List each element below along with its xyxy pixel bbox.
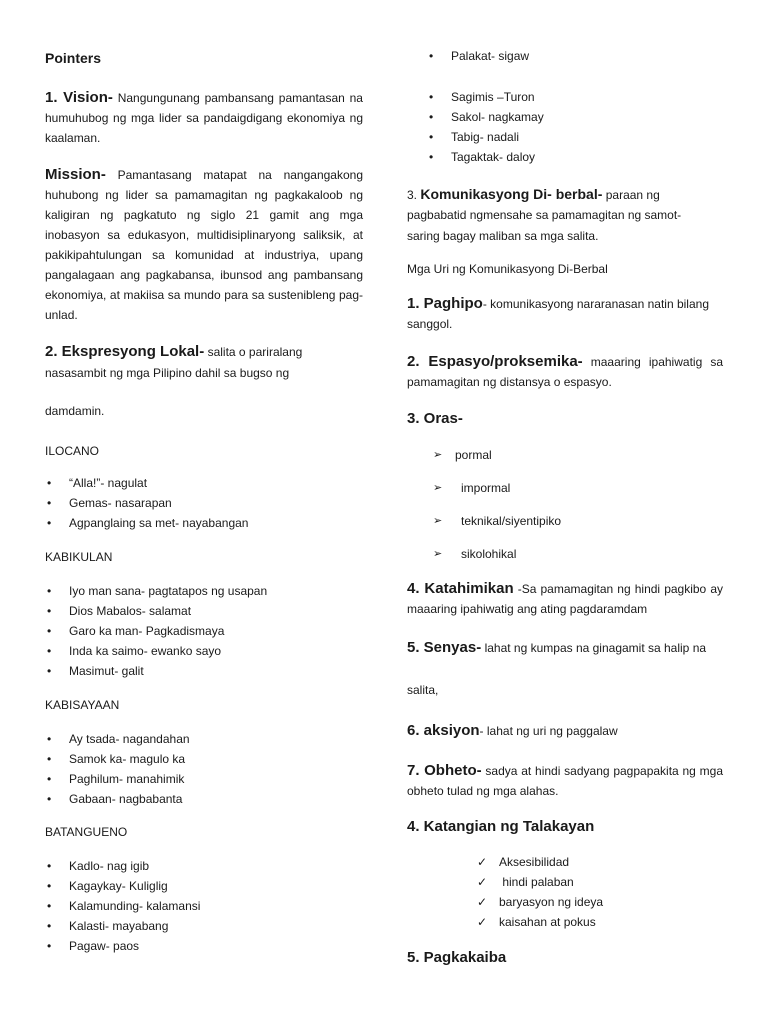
- batangueno-list: [47, 856, 363, 956]
- mission-heading: Mission-: [45, 166, 106, 183]
- bullet-icon: •: [429, 150, 434, 164]
- katangian-list: [477, 852, 723, 932]
- katahimikan-text: -Sa pamamagitan ng hindi pagkibo ay maaaring ipahiwatig ang ating pagdaramdam: [407, 582, 723, 616]
- senyas-text-2: salita,: [407, 683, 439, 697]
- aksiyon-text: - lahat ng uri ng paggalaw: [479, 724, 618, 738]
- list-item: • Dios Mabalos- salamat: [69, 601, 363, 621]
- list-item: • Kalamunding- kalamansi: [69, 896, 363, 916]
- senyas-paragraph: [407, 638, 723, 658]
- checkmark-icon: ✓: [477, 915, 488, 929]
- mga-uri-label: Mga Uri ng Komunikasyong Di-Berbal: [407, 262, 608, 276]
- obheto-heading: 7. Obheto-: [407, 762, 482, 779]
- checkmark-icon: ✓: [477, 875, 488, 889]
- bullet-icon: •: [429, 90, 434, 104]
- espasyo-heading: 2. Espasyo/proksemika-: [407, 353, 583, 370]
- komunikasyon-text-1: paraan ng: [605, 188, 660, 202]
- list-item: • Kadlo- nag igib: [69, 856, 363, 876]
- espasyo-text: maaaring ipahiwatig sa pamamagitan ng distansya o espasyo.: [407, 355, 723, 389]
- komunikasyon-text-3: saring bagay maliban sa mga salita.: [407, 229, 599, 243]
- arrow-bullet-icon: ➢: [433, 449, 443, 461]
- arrow-bullet-icon: ➢: [433, 482, 443, 494]
- list-item: • Samok ka- magulo ka: [69, 749, 363, 769]
- bullet-icon: •: [47, 899, 52, 913]
- ilocano-list: [47, 473, 363, 533]
- bullet-icon: •: [47, 752, 52, 766]
- bullet-icon: •: [47, 879, 52, 893]
- bullet-icon: •: [47, 584, 52, 598]
- bullet-icon: •: [47, 859, 52, 873]
- list-item: ✓ kaisahan at pokus: [499, 912, 723, 932]
- list-item: • Sagimis –Turon: [451, 87, 723, 107]
- komunikasyon-paragraph: [407, 184, 723, 205]
- list-item: • Gemas- nasarapan: [69, 493, 363, 513]
- aksiyon-heading: 6. aksiyon: [407, 722, 480, 739]
- list-item: ✓ baryasyon ng ideya: [499, 892, 723, 912]
- kabisayaan-continued-list-b: [429, 87, 723, 167]
- pointers-title: Pointers: [45, 50, 102, 66]
- list-item: • Tabig- nadali: [451, 127, 723, 147]
- paghipo-paragraph: [407, 294, 723, 334]
- bullet-icon: •: [429, 110, 434, 124]
- bullet-icon: •: [47, 624, 52, 638]
- bullet-icon: •: [47, 792, 52, 806]
- list-item: • Garo ka man- Pagkadismaya: [69, 621, 363, 641]
- bullet-icon: •: [47, 496, 52, 510]
- komunikasyon-num: 3.: [407, 188, 418, 202]
- list-item: • Gabaan- nagbabanta: [69, 789, 363, 809]
- senyas-heading: 5. Senyas-: [407, 639, 482, 656]
- arrow-bullet-icon: ➢: [433, 515, 443, 527]
- vision-text: Nangungunang pambansang pamantasan na humuhubog ng mga lider sa pandaigdigang ekonomiya ng kaalaman.: [45, 91, 363, 145]
- bullet-icon: •: [429, 49, 434, 63]
- kabisayaan-continued-list-a: [429, 46, 723, 66]
- bullet-icon: •: [47, 919, 52, 933]
- oras-item: ➢ pormal: [455, 445, 723, 465]
- list-item: • Sakol- nagkamay: [451, 107, 723, 127]
- ekspresyon-text-1: salita o pariralang: [207, 345, 303, 359]
- espasyo-paragraph: [407, 352, 723, 392]
- paghipo-heading: 1. Paghipo: [407, 295, 483, 312]
- bullet-icon: •: [47, 604, 52, 618]
- oras-item: ➢ sikolohikal: [461, 544, 723, 564]
- obheto-text: sadya at hindi sadyang pagpapakita ng mga obheto tulad ng mga alahas.: [407, 764, 723, 798]
- bullet-icon: •: [47, 664, 52, 678]
- list-item: • Iyo man sana- pagtatapos ng usapan: [69, 581, 363, 601]
- ekspresyon-paragraph: [45, 342, 363, 362]
- checkmark-icon: ✓: [477, 895, 488, 909]
- list-item: • Paghilum- manahimik: [69, 769, 363, 789]
- aksiyon-paragraph: [407, 721, 723, 741]
- bullet-icon: •: [47, 644, 52, 658]
- arrow-bullet-icon: ➢: [433, 548, 443, 560]
- kabikulan-label: KABIKULAN: [45, 550, 113, 564]
- oras-item: ➢ impormal: [461, 478, 723, 498]
- vision-heading: 1. Vision-: [45, 89, 113, 106]
- komunikasyon-text-2: pagbabatid ngmensahe sa pamamagitan ng samot-: [407, 208, 682, 222]
- list-item: • Masimut- galit: [69, 661, 363, 681]
- pagkakaiba-heading: 5. Pagkakaiba: [407, 949, 507, 966]
- list-item: • Kagaykay- Kuliglig: [69, 876, 363, 896]
- list-item: • Kalasti- mayabang: [69, 916, 363, 936]
- ekspresyon-text-3: damdamin.: [45, 404, 105, 418]
- mission-text: Pamantasang matapat na nangangakong huhubong ng lider sa pamamagitan ng pagkakaloob ng kaligiran ng pagkatuto ng siglo 21 gamit ang mga inobasyon sa edukasyon, multidisiplinaryong saliksik, at pakikipahtulungan sa komunidad at industriya, upang pangalagaan ang pagkabansa, ibunsod ang pambansang ekonomiya, at makiisa sa mundo para sa sustenibleng pag-unlad.: [45, 168, 363, 322]
- list-item: • Agpanglaing sa met- nayabangan: [69, 513, 363, 533]
- vision-paragraph: [45, 88, 363, 148]
- komunikasyon-heading: Komunikasyong Di- berbal-: [420, 186, 603, 202]
- kabikulan-list: [47, 581, 363, 681]
- list-item: ✓ hindi palaban: [499, 872, 723, 892]
- list-item: • Ay tsada- nagandahan: [69, 729, 363, 749]
- katangian-heading: 4. Katangian ng Talakayan: [407, 818, 595, 835]
- katahimikan-heading: 4. Katahimikan: [407, 580, 514, 597]
- list-item: ✓ Aksesibilidad: [499, 852, 723, 872]
- bullet-icon: •: [47, 732, 52, 746]
- bullet-icon: •: [47, 939, 52, 953]
- kabisayaan-label: KABISAYAAN: [45, 698, 120, 712]
- list-item: • Pagaw- paos: [69, 936, 363, 956]
- oras-heading: 3. Oras-: [407, 410, 463, 427]
- list-item: • Tagaktak- daloy: [451, 147, 723, 167]
- mission-paragraph: [45, 165, 363, 325]
- checkmark-icon: ✓: [477, 855, 488, 869]
- list-item: • Palakat- sigaw: [451, 46, 723, 66]
- bullet-icon: •: [47, 476, 52, 490]
- obheto-paragraph: [407, 761, 723, 801]
- list-item: • “Alla!”- nagulat: [69, 473, 363, 493]
- paghipo-text: - komunikasyong nararanasan natin bilang sanggol.: [407, 297, 709, 331]
- kabisayaan-list: [47, 729, 363, 809]
- oras-item: ➢ teknikal/siyentipiko: [461, 511, 723, 531]
- ekspresyon-heading: 2. Ekspresyong Lokal-: [45, 343, 205, 360]
- ekspresyon-text-2: nasasambit ng mga Pilipino dahil sa bugso ng: [45, 366, 290, 380]
- list-item: • Inda ka saimo- ewanko sayo: [69, 641, 363, 661]
- senyas-text-1: lahat ng kumpas na ginagamit sa halip na: [484, 641, 707, 655]
- bullet-icon: •: [47, 772, 52, 786]
- katahimikan-paragraph: [407, 579, 723, 619]
- ilocano-label: ILOCANO: [45, 444, 100, 458]
- bullet-icon: •: [429, 130, 434, 144]
- batangueno-label: BATANGUENO: [45, 825, 128, 839]
- bullet-icon: •: [47, 516, 52, 530]
